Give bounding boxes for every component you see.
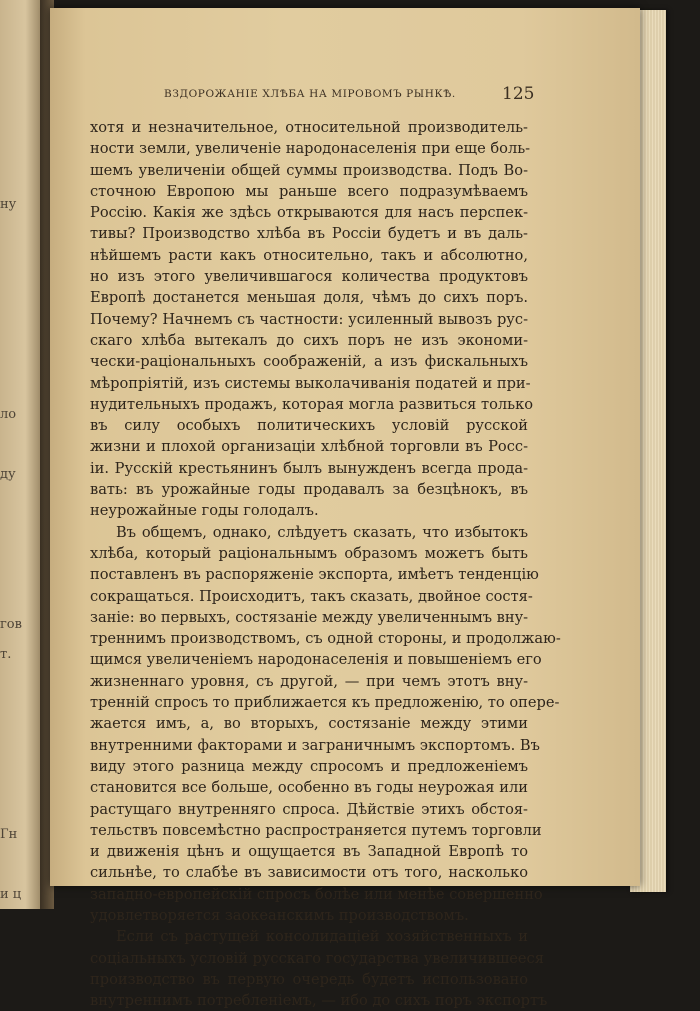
text-line: жизненнаго уровня, съ другой, — при чемъ этотъ вну-	[90, 672, 528, 690]
facing-page-fragment: ну	[0, 197, 17, 212]
text-line: неурожайные годы голодалъ.	[90, 502, 319, 520]
text-line: западно-европейскій спросъ болѣе или менѣе совершенно	[90, 885, 543, 903]
text-line: удовлетворяется заокеанскимъ производствомъ.	[90, 906, 469, 924]
body-text	[90, 117, 561, 1011]
running-head: ВЗДОРОЖАНІЕ ХЛѢБА НА МІРОВОМЪ РЫНКѢ.	[164, 88, 456, 100]
text-line: іи. Русскій крестьянинъ былъ вынужденъ всегда прода-	[90, 459, 528, 477]
text-line: Почему? Начнемъ съ частности: усиленный вывозъ рус-	[90, 310, 528, 328]
text-line: треннимъ производствомъ, съ одной стороны, и продолжаю-	[90, 630, 561, 648]
text-line: становится все больше, особенно въ годы неурожая или	[90, 779, 528, 797]
text-line: заніе: во первыхъ, состязаніе между увеличеннымъ вну-	[90, 608, 529, 626]
text-line: вать: въ урожайные годы продавалъ за безцѣнокъ, въ	[90, 481, 528, 499]
facing-page-fragment: Гн	[0, 827, 18, 842]
facing-page-fragment: т.	[0, 647, 12, 662]
text-line: виду этого разница между спросомъ и предложеніемъ	[90, 757, 528, 775]
facing-page-fragment: ду	[0, 467, 16, 482]
text-line: соціальныхъ условій русскаго государства увеличившееся	[90, 949, 544, 967]
text-line: внутренними факторами и заграничнымъ экспортомъ. Въ	[90, 736, 540, 754]
page-number: 125	[502, 84, 535, 104]
text-line: щимся увеличеніемъ народонаселенія и повышеніемъ его	[90, 651, 542, 669]
text-line: жизни и плохой организаціи хлѣбной торговли въ Росс-	[90, 438, 528, 456]
text-line: въ силу особыхъ политическихъ условій русской	[90, 417, 528, 435]
text-line: нудительныхъ продажъ, которая могла развиться только	[90, 395, 533, 413]
text-line: растущаго внутренняго спроса. Дѣйствіе этихъ обстоя-	[90, 800, 528, 818]
text-line: Въ общемъ, однако, слѣдуетъ сказать, что избытокъ	[116, 523, 528, 541]
facing-page-fragment: гов	[0, 617, 22, 632]
text-line: шемъ увеличеніи общей суммы производства. Подъ Во-	[90, 161, 528, 179]
text-line: жается имъ, а, во вторыхъ, состязаніе между этими	[90, 715, 528, 733]
text-line: сточною Европою мы раньше всего подразумѣваемъ	[90, 182, 528, 200]
text-line: и движенія цѣнъ и ощущается въ Западной Европѣ то	[90, 843, 528, 861]
text-line: тивы? Производство хлѣба въ Россіи будетъ и въ даль-	[90, 225, 528, 243]
text-line: но изъ этого увеличившагося количества продуктовъ	[90, 268, 528, 286]
text-line: мѣропріятій, изъ системы выколачиванія податей и при-	[90, 374, 531, 392]
text-line: сокращаться. Происходитъ, такъ сказать, двойное состя-	[90, 587, 533, 605]
text-line: Если съ растущей консолидаціей хозяйственныхъ и	[116, 928, 528, 946]
text-line: тренній спросъ то приближается къ предложенію, то опере-	[90, 694, 560, 712]
text-line: Европѣ достанется меньшая доля, чѣмъ до сихъ поръ.	[90, 289, 528, 307]
text-line: ности земли, увеличеніе народонаселенія при еще боль-	[90, 140, 531, 158]
facing-page-fragment: и ц	[0, 887, 22, 902]
text-line: внутреннимъ потребленіемъ, — ибо до сихъ поръ экспортъ	[90, 992, 548, 1010]
text-line: тельствъ повсемѣстно распространяется путемъ торговли	[90, 821, 542, 839]
text-line: скаго хлѣба вытекалъ до сихъ поръ не изъ экономи-	[90, 331, 528, 349]
text-line: сильнѣе, то слабѣе въ зависимости отъ того, насколько	[90, 864, 528, 882]
text-line: хотя и незначительное, относительной производитель-	[90, 119, 528, 136]
text-line: производство въ первую очередь будетъ использовано	[90, 970, 528, 988]
text-line: хлѣба, который раціональнымъ образомъ можетъ быть	[90, 544, 528, 562]
text-line: поставленъ въ распоряженіе экспорта, имѣетъ тенденцію	[90, 566, 539, 584]
facing-page-fragment: лo	[0, 407, 17, 422]
text-line: нѣйшемъ расти какъ относительно, такъ и абсолютно,	[90, 246, 528, 264]
text-line: чески-раціональныхъ соображеній, а изъ фискальныхъ	[90, 353, 528, 371]
text-line: Россію. Какія же здѣсь открываются для насъ перспек-	[90, 204, 528, 222]
